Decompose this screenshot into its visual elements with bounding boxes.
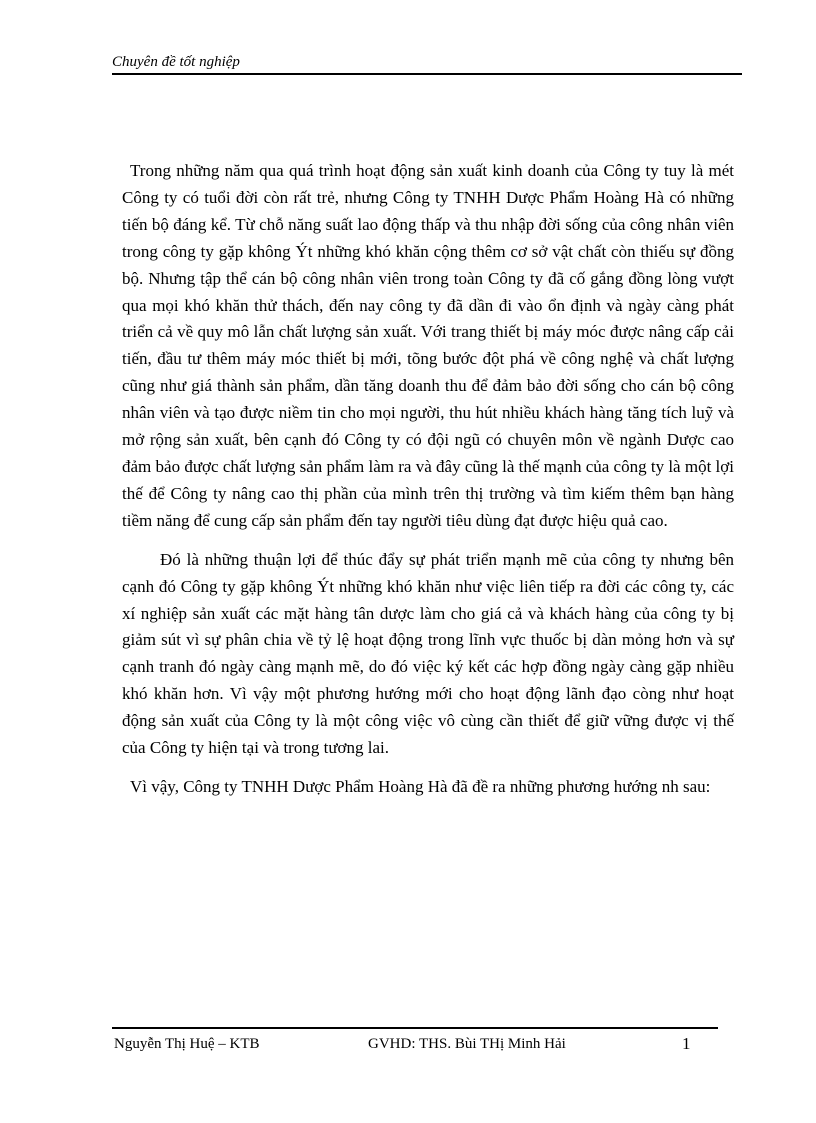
- page-number: 1: [682, 1034, 691, 1053]
- footer-advisor: GVHD: THS. Bùi THị Minh Hải: [368, 1036, 566, 1052]
- header-title: Chuyên đề tốt nghiệp: [112, 54, 240, 70]
- page-header: [112, 52, 742, 72]
- footer-author: Nguyễn Thị Huệ – KTB: [114, 1036, 260, 1052]
- document-body: [122, 158, 734, 801]
- footer-divider: [112, 1027, 718, 1029]
- body-paragraph-3: Vì vậy, Công ty TNHH Dược Phẩm Hoàng Hà đã đề ra những phương hướng nh sau:: [130, 776, 711, 796]
- header-divider: [112, 73, 742, 75]
- body-paragraph-1: Trong những năm qua quá trình hoạt động sản xuất kinh doanh của Công ty tuy là mét Công ty có tuổi đời còn rất trẻ, nhưng Công ty TNHH Dược Phẩm Hoàng Hà có những tiến bộ đáng kể. Từ chỗ năng suất lao động thấp và thu nhập đời sống của công nhân viên trong công ty gặp không Ýt những khó khăn cộng thêm cơ sở vật chất còn thiếu sự đồng bộ. Nhưng tập thể cán bộ công nhân viên trong toàn Công ty đã cố gắng đồng lòng vượt qua mọi khó khăn thử thách, đến nay công ty đã dần đi vào ổn định và ngày càng phát triển cả về quy mô lẫn chất lượng sản xuất. Với trang thiết bị máy móc được nâng cấp cải tiến, đầu tư thêm máy móc thiết bị mới, tõng bước đột phá về công nghệ và chất lượng cũng như giá thành sản phẩm, dần tăng doanh thu để đảm bảo đời sống cho cán bộ công nhân viên và tạo được niềm tin cho mọi người, thu hút nhiều khách hàng tăng tích luỹ và mở rộng sản xuất, bên cạnh đó Công ty có đội ngũ có chuyên môn về ngành Dược cao đảm bảo được chất lượng sản phẩm làm ra và đây cũng là thế mạnh của công ty là một lợi thế để Công ty nâng cao thị phần của mình trên thị trường và tìm kiếm thêm bạn hàng tiềm năng để cung cấp sản phẩm đến tay người tiêu dùng đạt được hiệu quả cao.: [122, 161, 734, 530]
- body-paragraph-2: Đó là những thuận lợi để thúc đẩy sự phát triển mạnh mẽ của công ty nhưng bên cạnh đó Công ty gặp không Ýt những khó khăn như việc liên tiếp ra đời các công ty, các xí nghiệp sản xuất các mặt hàng tân dược làm cho giá cả và khách hàng của công ty bị giảm sút vì sự phân chia về tỷ lệ hoạt động trong lĩnh vực thuốc bị dàn mỏng hơn và sự cạnh tranh đó ngày càng mạnh mẽ, do đó việc ký kết các hợp đồng ngày càng gặp nhiều khó khăn hơn. Vì vậy một phương hướng mới cho hoạt động lãnh đạo còng như hoạt động sản xuất của Công ty là một công việc vô cùng cần thiết để giữ vững được vị thế của Công ty hiện tại và trong tương lai.: [122, 549, 734, 758]
